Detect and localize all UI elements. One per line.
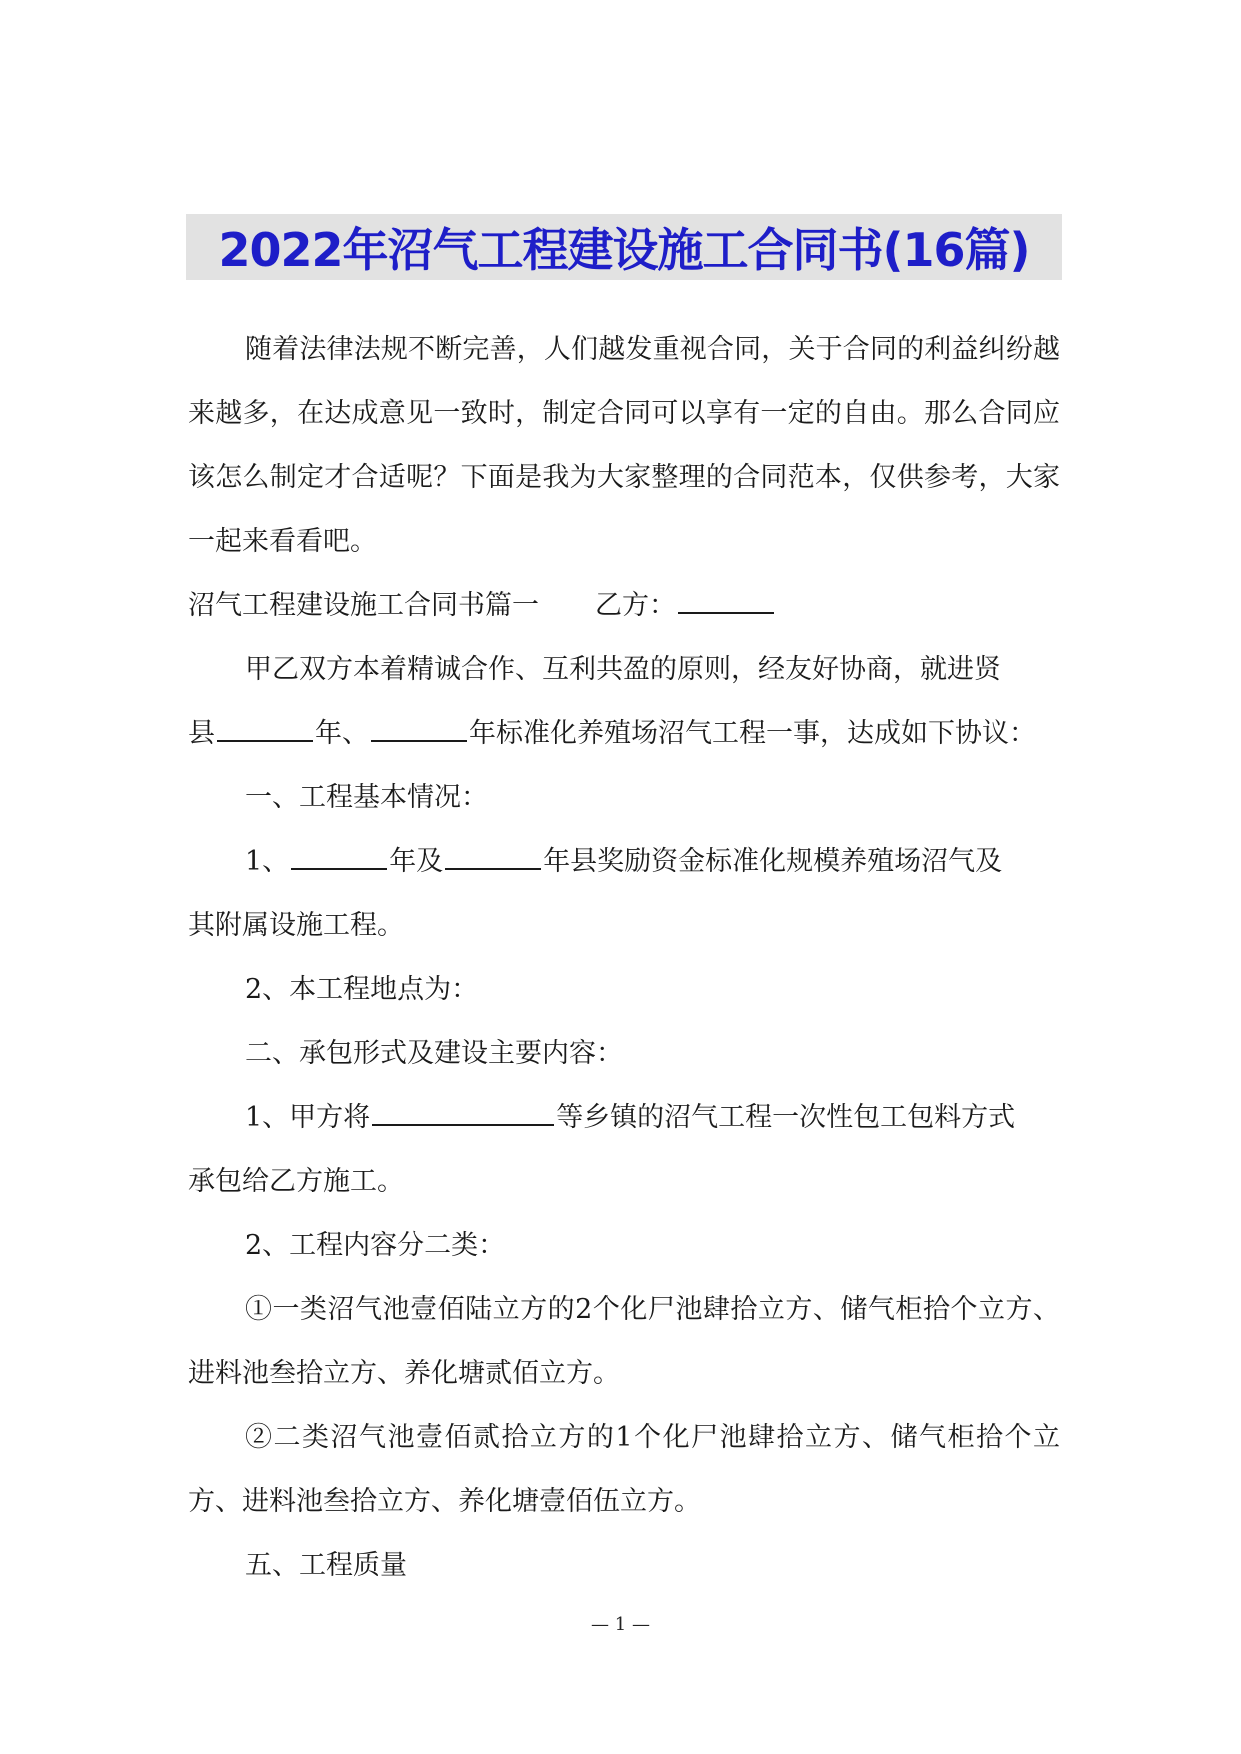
item-4: 2、工程内容分二类： bbox=[245, 1230, 506, 1261]
year-blank-2 bbox=[371, 714, 467, 742]
item-1-prefix: 1、 bbox=[245, 846, 290, 877]
item-3-line-1 bbox=[188, 1086, 1060, 1150]
item-2: 2、本工程地点为： bbox=[245, 974, 479, 1005]
heading-1: 一、工程基本情况： bbox=[245, 782, 488, 813]
party-b-blank bbox=[678, 586, 774, 614]
item-3-tail: 等乡镇的沼气工程一次性包工包料方式 bbox=[556, 1102, 1016, 1133]
item-1-mid: 年及 bbox=[389, 846, 444, 877]
item-3-line-2: 承包给乙方施工。 bbox=[188, 1166, 404, 1197]
page-number: — 1 — bbox=[591, 1614, 650, 1635]
item-1-blank-2 bbox=[445, 842, 541, 870]
section-heading: 沼气工程建设施工合同书篇一 bbox=[188, 590, 539, 621]
intro-paragraph: 随着法律法规不断完善，人们越发重视合同，关于合同的利益纠纷越来越多，在达成意见一致时，制定合同可以享有一定的自由。那么合同应该怎么制定才合适呢？下面是我为大家整理的合同范本，仅供参考，大家一起来看看吧。 bbox=[188, 334, 1060, 557]
heading-5: 五、工程质量 bbox=[245, 1550, 407, 1581]
agreement-tail: 年标准化养殖场沼气工程一事，达成如下协议： bbox=[469, 718, 1036, 749]
type-2-paragraph: ②二类沼气池壹佰贰拾立方的1个化尸池肆拾立方、储气柜拾个立方、进料池叁拾立方、养化塘壹佰伍立方。 bbox=[188, 1422, 1060, 1517]
county-text: 县 bbox=[188, 718, 215, 749]
item-1-blank-1 bbox=[291, 842, 387, 870]
item-3-blank bbox=[372, 1098, 554, 1126]
agreement-line-2 bbox=[188, 702, 1060, 766]
heading-2: 二、承包形式及建设主要内容： bbox=[245, 1038, 623, 1069]
section-heading-line bbox=[188, 574, 1060, 638]
item-1-line-1 bbox=[188, 830, 1060, 894]
party-b-label: 乙方： bbox=[595, 590, 676, 621]
title-highlight bbox=[186, 214, 1062, 280]
item-1-tail: 年县奖励资金标准化规模养殖场沼气及 bbox=[543, 846, 1003, 877]
type-1-paragraph: ①一类沼气池壹佰陆立方的2个化尸池肆拾立方、储气柜拾个立方、进料池叁拾立方、养化塘贰佰立方。 bbox=[188, 1294, 1060, 1389]
item-3-prefix: 1、甲方将 bbox=[245, 1102, 371, 1133]
year-separator: 年、 bbox=[315, 718, 369, 749]
agreement-line-1: 甲乙双方本着精诚合作、互利共盈的原则，经友好协商，就进贤 bbox=[245, 654, 1001, 685]
year-blank-1 bbox=[217, 714, 313, 742]
document-title: 2022年沼气工程建设施工合同书(16篇) bbox=[218, 223, 1030, 277]
item-1-line-2: 其附属设施工程。 bbox=[188, 910, 404, 941]
